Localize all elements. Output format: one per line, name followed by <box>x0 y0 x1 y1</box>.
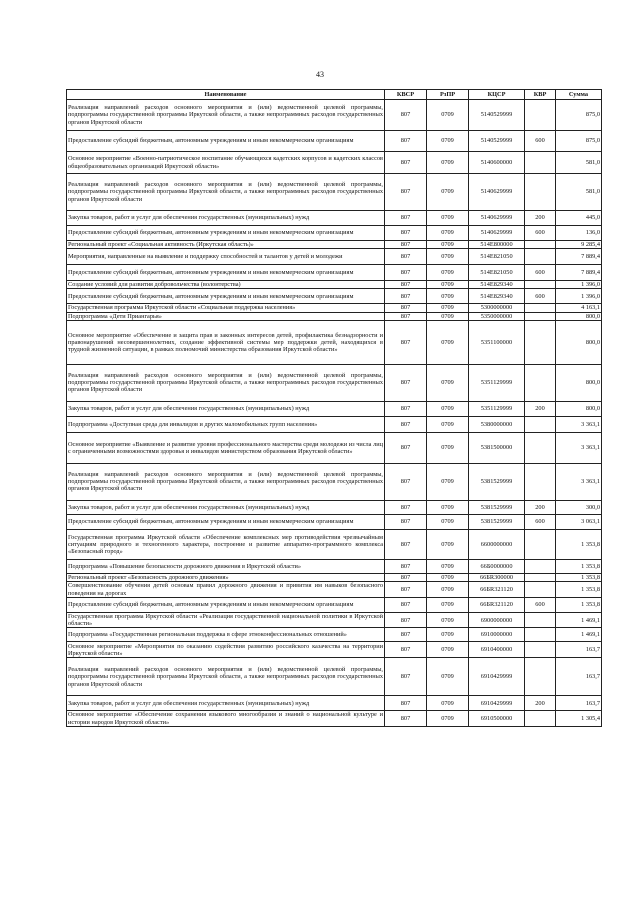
cell-rzpr: 0709 <box>427 559 469 573</box>
cell-kcsr: 5351129999 <box>469 364 525 401</box>
cell-kvr: 600 <box>525 131 556 152</box>
table-row <box>67 711 602 726</box>
column-header-kvsr: КВСР <box>385 90 427 100</box>
cell-name: Региональный проект «Социальная активность (Иркутская область)» <box>67 241 385 249</box>
cell-kvsr: 807 <box>385 226 427 241</box>
cell-kvr: 600 <box>525 514 556 529</box>
table-body <box>67 100 602 727</box>
cell-kvr <box>525 559 556 573</box>
cell-kcsr: 5140629999 <box>469 211 525 226</box>
cell-kvr: 200 <box>525 696 556 711</box>
column-header-name: Наименование <box>67 90 385 100</box>
cell-kcsr: 5351100000 <box>469 320 525 364</box>
cell-name: Основное мероприятие «Мероприятия по оказанию содействия развитию российского казачества на территории Иркутской области» <box>68 642 383 657</box>
cell-kcsr: 5140600000 <box>469 152 525 174</box>
cell-kcsr: 514E821050 <box>469 249 525 265</box>
cell-name: Реализация направлений расходов основного мероприятия и (или) ведомственной целевой программы, подпрограммы государственной программы Иркутской области, а также непрограммных расходов государственных органов Иркутской области <box>67 658 385 696</box>
cell-name: Совершенствование обучения детей основам правил дорожного движения и привития им навыков безопасного поведения на дорогах <box>68 582 383 597</box>
table-row <box>67 265 602 281</box>
cell-rzpr: 0709 <box>427 696 469 711</box>
cell-sum: 875,0 <box>556 100 602 131</box>
cell-kcsr: 5140629999 <box>469 174 525 211</box>
cell-sum: 800,0 <box>556 364 602 401</box>
cell-kcsr: 6910400000 <box>469 642 525 658</box>
table-row <box>67 582 602 598</box>
cell-name: Подпрограмма «Доступная среда для инвалидов и других маломобильных групп населения» <box>67 416 385 432</box>
cell-kvsr: 807 <box>385 658 427 696</box>
cell-kvsr: 807 <box>385 463 427 500</box>
cell-kvr <box>525 613 556 628</box>
cell-name: Основное мероприятие «Выявление и развитие уровня профессионального мастерства среди молодежи из числа лиц с ограниченными возможностями здоровья и инвалидов министерством образования Иркутской области» <box>67 432 385 463</box>
table-row <box>67 529 602 559</box>
cell-kcsr: 5140529999 <box>469 100 525 131</box>
cell-sum: 800,0 <box>556 401 602 416</box>
cell-name: Закупка товаров, работ и услуг для обеспечения государственных (муниципальных) нужд <box>67 211 385 226</box>
table-row <box>67 320 602 364</box>
cell-kcsr: 6600000000 <box>469 529 525 559</box>
cell-rzpr: 0709 <box>427 265 469 281</box>
cell-name: Предоставление субсидий бюджетным, автономным учреждениям и иным некоммерческим организациям <box>67 226 385 241</box>
table-row <box>67 642 602 658</box>
cell-kvsr: 807 <box>385 281 427 289</box>
cell-name: Реализация направлений расходов основного мероприятия и (или) ведомственной целевой программы, подпрограммы государственной программы Иркутской области, а также непрограммных расходов государственных органов Иркутской области <box>67 364 385 401</box>
cell-sum: 1 353,8 <box>556 573 602 581</box>
table-row <box>67 628 602 642</box>
cell-name: Подпрограмма «Повышение безопасности дорожного движения в Иркутской области» <box>67 559 385 573</box>
column-header-kvr: КВР <box>525 90 556 100</box>
cell-name: Предоставление субсидий бюджетным, автономным учреждениям и иным некоммерческим организациям <box>67 289 385 304</box>
cell-kvsr: 807 <box>385 249 427 265</box>
cell-kvsr: 807 <box>385 211 427 226</box>
cell-rzpr: 0709 <box>427 514 469 529</box>
cell-name: Предоставление субсидий бюджетным, автономным учреждениям и иным некоммерческим организациям <box>67 265 385 281</box>
cell-kvsr: 807 <box>385 628 427 642</box>
table-row <box>67 226 602 241</box>
cell-rzpr: 0709 <box>427 711 469 726</box>
cell-kvsr: 807 <box>385 642 427 658</box>
cell-rzpr: 0709 <box>427 364 469 401</box>
cell-kcsr: 5381529999 <box>469 500 525 514</box>
cell-sum: 1 469,1 <box>556 628 602 642</box>
table-row <box>67 100 602 131</box>
table-row <box>67 241 602 249</box>
table-row <box>67 463 602 500</box>
cell-kcsr: 514E829340 <box>469 289 525 304</box>
cell-sum: 136,0 <box>556 226 602 241</box>
table-row <box>67 658 602 696</box>
cell-kvr <box>525 304 556 312</box>
cell-rzpr: 0709 <box>427 401 469 416</box>
cell-sum: 581,0 <box>556 174 602 211</box>
cell-rzpr: 0709 <box>427 249 469 265</box>
cell-kvr <box>525 249 556 265</box>
table-row <box>67 304 602 312</box>
column-header-sum: Сумма <box>556 90 602 100</box>
cell-name: Основное мероприятие «Обеспечение и защита прав и законных интересов детей, профилактика безнадзорности и правонарушений несовершеннолетних, создание эффективной системы мер поддержки детей, находящихся в трудной жизненной ситуации, в рамках полномочий министерства образования Иркутской области» <box>67 320 385 364</box>
cell-kvr <box>525 320 556 364</box>
cell-kcsr: 6910500000 <box>469 711 525 726</box>
cell-kvsr: 807 <box>385 432 427 463</box>
cell-name: Государственная программа Иркутской области «Обеспечение комплексных мер противодействия чрезвычайным ситуациям природного и техногенного характера, построение и развитие аппаратно-программного комплекса «Безопасный город» <box>67 529 385 559</box>
cell-kcsr: 5380000000 <box>469 416 525 432</box>
cell-name: Предоставление субсидий бюджетным, автономным учреждениям и иным некоммерческим организациям <box>67 131 385 152</box>
cell-kvr <box>525 281 556 289</box>
cell-kcsr: 6910429999 <box>469 658 525 696</box>
column-header-rzpr: РзПР <box>427 90 469 100</box>
table-row <box>67 432 602 463</box>
table-row <box>67 152 602 174</box>
cell-rzpr: 0709 <box>427 642 469 658</box>
cell-name: Государственная программа Иркутской области «Реализация государственной национальной политики в Иркутской области» <box>68 613 383 628</box>
cell-kvr <box>525 642 556 658</box>
cell-kvsr: 807 <box>385 304 427 312</box>
cell-name: Закупка товаров, работ и услуг для обеспечения государственных (муниципальных) нужд <box>67 696 385 711</box>
cell-sum: 1 353,8 <box>556 559 602 573</box>
cell-name: Создание условий для развития добровольчества (волонтерства) <box>67 281 385 289</box>
table-row <box>67 312 602 320</box>
cell-kvsr: 807 <box>385 711 427 726</box>
cell-kvr: 600 <box>525 265 556 281</box>
table-row <box>67 696 602 711</box>
cell-kcsr: 66БR321120 <box>469 598 525 613</box>
cell-sum: 3 063,1 <box>556 514 602 529</box>
cell-kvr <box>525 573 556 581</box>
cell-rzpr: 0709 <box>427 100 469 131</box>
cell-rzpr: 0709 <box>427 416 469 432</box>
cell-sum: 1 469,1 <box>556 613 602 628</box>
cell-kvr <box>525 582 556 598</box>
cell-kvsr: 807 <box>385 174 427 211</box>
cell-rzpr: 0709 <box>427 131 469 152</box>
cell-name: Реализация направлений расходов основного мероприятия и (или) ведомственной целевой программы, подпрограммы государственной программы Иркутской области, а также непрограммных расходов государственных органов Иркутской области <box>67 174 385 211</box>
table-row <box>67 416 602 432</box>
cell-kcsr: 5381529999 <box>469 463 525 500</box>
cell-kcsr: 5140529999 <box>469 131 525 152</box>
cell-sum: 1 353,8 <box>556 598 602 613</box>
cell-sum: 3 363,1 <box>556 463 602 500</box>
cell-kvsr: 807 <box>385 289 427 304</box>
cell-kcsr: 514E829340 <box>469 281 525 289</box>
cell-kvsr: 807 <box>385 131 427 152</box>
cell-sum: 163,7 <box>556 696 602 711</box>
cell-kvsr: 807 <box>385 514 427 529</box>
cell-kvr <box>525 463 556 500</box>
cell-kvsr: 807 <box>385 100 427 131</box>
cell-kvsr: 807 <box>385 696 427 711</box>
cell-rzpr: 0709 <box>427 582 469 598</box>
cell-sum: 3 363,1 <box>556 432 602 463</box>
cell-rzpr: 0709 <box>427 152 469 174</box>
cell-sum: 3 363,1 <box>556 416 602 432</box>
budget-table <box>66 89 602 727</box>
table-row <box>67 211 602 226</box>
cell-name: Предоставление субсидий бюджетным, автономным учреждениям и иным некоммерческим организациям <box>67 514 385 529</box>
cell-rzpr: 0709 <box>427 320 469 364</box>
cell-rzpr: 0709 <box>427 432 469 463</box>
cell-sum: 163,7 <box>556 642 602 658</box>
column-header-kcsr: КЦСР <box>469 90 525 100</box>
table-row <box>67 613 602 628</box>
cell-name: Региональный проект «Безопасность дорожного движения» <box>67 573 385 581</box>
cell-kvsr: 807 <box>385 364 427 401</box>
cell-name: Мероприятия, направленные на выявление и поддержку способностей и талантов у детей и молодежи <box>67 249 385 265</box>
cell-kvsr: 807 <box>385 416 427 432</box>
table-row <box>67 289 602 304</box>
cell-rzpr: 0709 <box>427 226 469 241</box>
cell-kcsr: 66БR300000 <box>469 573 525 581</box>
table-row <box>67 598 602 613</box>
cell-name: Реализация направлений расходов основного мероприятия и (или) ведомственной целевой программы, подпрограммы государственной программы Иркутской области, а также непрограммных расходов государственных органов Иркутской области <box>67 463 385 500</box>
cell-kvr: 200 <box>525 211 556 226</box>
cell-kvr <box>525 529 556 559</box>
table-row <box>67 174 602 211</box>
cell-kcsr: 66БR321120 <box>469 582 525 598</box>
cell-kvr <box>525 432 556 463</box>
cell-sum: 445,0 <box>556 211 602 226</box>
cell-rzpr: 0709 <box>427 658 469 696</box>
cell-kcsr: 6900000000 <box>469 613 525 628</box>
cell-kvr: 600 <box>525 289 556 304</box>
cell-kvsr: 807 <box>385 598 427 613</box>
cell-rzpr: 0709 <box>427 598 469 613</box>
cell-kcsr: 5350000000 <box>469 312 525 320</box>
cell-name: Основное мероприятие «Военно-патриотическое воспитание обучающихся кадетских корпусов и кадетских классов общеобразовательных организаций Иркутской области» <box>67 152 385 174</box>
cell-sum: 7 889,4 <box>556 265 602 281</box>
cell-kcsr: 5381500000 <box>469 432 525 463</box>
cell-sum: 1 396,0 <box>556 281 602 289</box>
cell-kcsr: 5381529999 <box>469 514 525 529</box>
cell-sum: 1 353,8 <box>556 529 602 559</box>
cell-sum: 1 305,4 <box>556 711 602 726</box>
cell-rzpr: 0709 <box>427 304 469 312</box>
cell-kvsr: 807 <box>385 320 427 364</box>
cell-rzpr: 0709 <box>427 312 469 320</box>
cell-kvr: 600 <box>525 226 556 241</box>
cell-kcsr: 6910000000 <box>469 628 525 642</box>
cell-kvr <box>525 628 556 642</box>
cell-sum: 800,0 <box>556 320 602 364</box>
cell-name: Реализация направлений расходов основного мероприятия и (или) ведомственной целевой программы, подпрограммы государственной программы Иркутской области, а также непрограммных расходов государственных органов Иркутской области <box>67 100 385 131</box>
cell-sum: 1 353,8 <box>556 582 602 598</box>
cell-name: Закупка товаров, работ и услуг для обеспечения государственных (муниципальных) нужд <box>67 500 385 514</box>
cell-kcsr: 514E821050 <box>469 265 525 281</box>
cell-sum: 300,0 <box>556 500 602 514</box>
cell-sum: 875,0 <box>556 131 602 152</box>
cell-rzpr: 0709 <box>427 613 469 628</box>
cell-kvr: 200 <box>525 401 556 416</box>
cell-kvsr: 807 <box>385 241 427 249</box>
cell-kvr <box>525 312 556 320</box>
cell-kvr <box>525 711 556 726</box>
cell-name: Подпрограмма «Дети Приангарья» <box>67 312 385 320</box>
cell-sum: 800,0 <box>556 312 602 320</box>
cell-kvsr: 807 <box>385 613 427 628</box>
cell-rzpr: 0709 <box>427 628 469 642</box>
cell-kvr <box>525 416 556 432</box>
cell-sum: 581,0 <box>556 152 602 174</box>
cell-kvsr: 807 <box>385 401 427 416</box>
table-row <box>67 281 602 289</box>
cell-kvr: 600 <box>525 598 556 613</box>
cell-kvsr: 807 <box>385 559 427 573</box>
cell-kcsr: 5140629999 <box>469 226 525 241</box>
cell-kvsr: 807 <box>385 152 427 174</box>
cell-rzpr: 0709 <box>427 241 469 249</box>
cell-name: Государственная программа Иркутской области «Социальная поддержка населения» <box>67 304 385 312</box>
table-row <box>67 573 602 581</box>
cell-name: Предоставление субсидий бюджетным, автономным учреждениям и иным некоммерческим организациям <box>67 598 385 613</box>
cell-rzpr: 0709 <box>427 463 469 500</box>
cell-sum: 1 396,0 <box>556 289 602 304</box>
cell-kvsr: 807 <box>385 582 427 598</box>
cell-kcsr: 5351129999 <box>469 401 525 416</box>
table-row <box>67 401 602 416</box>
cell-kvsr: 807 <box>385 312 427 320</box>
cell-sum: 7 889,4 <box>556 249 602 265</box>
cell-kvsr: 807 <box>385 500 427 514</box>
cell-rzpr: 0709 <box>427 211 469 226</box>
table-row <box>67 131 602 152</box>
cell-kvsr: 807 <box>385 265 427 281</box>
cell-kvr <box>525 658 556 696</box>
cell-kvr: 200 <box>525 500 556 514</box>
cell-rzpr: 0709 <box>427 573 469 581</box>
cell-rzpr: 0709 <box>427 281 469 289</box>
table-row <box>67 559 602 573</box>
cell-kvr <box>525 100 556 131</box>
cell-rzpr: 0709 <box>427 289 469 304</box>
cell-sum: 4 163,1 <box>556 304 602 312</box>
cell-sum: 9 285,4 <box>556 241 602 249</box>
page-number: 43 <box>316 70 324 79</box>
cell-name: Закупка товаров, работ и услуг для обеспечения государственных (муниципальных) нужд <box>67 401 385 416</box>
cell-rzpr: 0709 <box>427 500 469 514</box>
table-row <box>67 364 602 401</box>
table-row <box>67 249 602 265</box>
cell-kcsr: 6910429999 <box>469 696 525 711</box>
cell-rzpr: 0709 <box>427 529 469 559</box>
cell-rzpr: 0709 <box>427 174 469 211</box>
cell-kvsr: 807 <box>385 529 427 559</box>
table-header-row <box>67 90 602 100</box>
cell-kvr <box>525 241 556 249</box>
cell-kvr <box>525 364 556 401</box>
cell-name: Подпрограмма «Государственная региональная поддержка в сфере этноконфессиональных отношений» <box>67 628 385 642</box>
cell-kvsr: 807 <box>385 573 427 581</box>
cell-kcsr: 514E800000 <box>469 241 525 249</box>
cell-name: Основное мероприятие «Обеспечение сохранения языкового многообразия и знаний о национальной культуре и истории народов Иркутской области» <box>68 711 383 726</box>
table-row <box>67 500 602 514</box>
cell-sum: 163,7 <box>556 658 602 696</box>
cell-kcsr: 5300000000 <box>469 304 525 312</box>
cell-kcsr: 66Б0000000 <box>469 559 525 573</box>
cell-kvr <box>525 174 556 211</box>
cell-kvr <box>525 152 556 174</box>
table-row <box>67 514 602 529</box>
